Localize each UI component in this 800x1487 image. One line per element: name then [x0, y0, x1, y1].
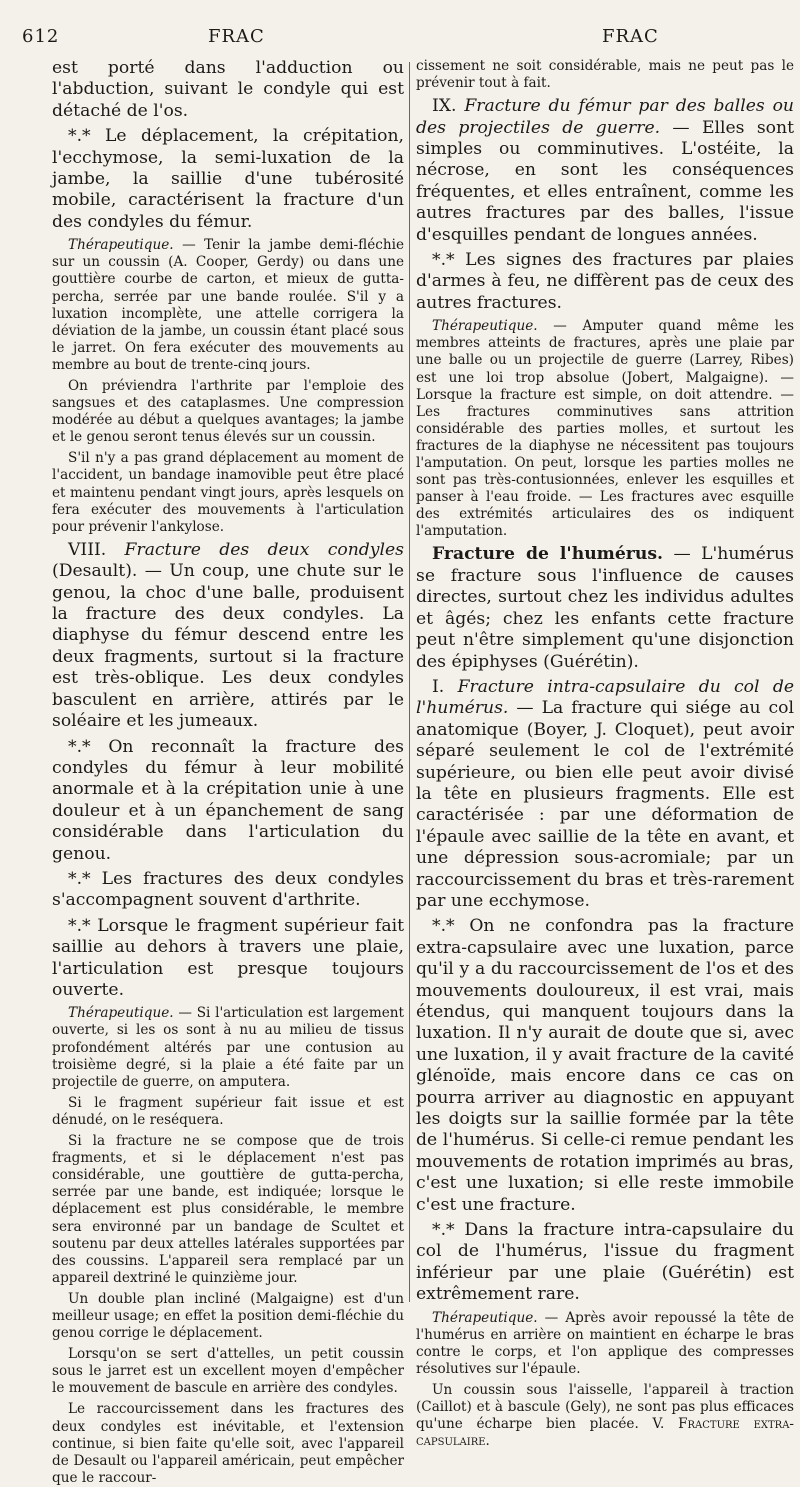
therapeutics-label: Thérapeutique.: [68, 1005, 174, 1022]
section-paragraph: VIII. Fracture des deux condyles (Desault). — Un coup, une chute sur le genou, la choc d'une balle, produisent la fracture des deux condyles. La diaphyse du fémur descend entre les deux fragments, surtout si la fracture est très-oblique. Les deux condyles basculent en arrière, attirés par le soléaire et les jumeaux.: [52, 539, 404, 732]
section-number: I.: [432, 676, 445, 697]
paragraph: *.* Lorsque le fragment supérieur fait saillie au dehors à travers une plaie, l'articulation est presque toujours ouverte.: [52, 915, 404, 1000]
right-column: [416, 58, 795, 1450]
paragraph: *.* On ne confondra pas la fracture extra-capsulaire avec une luxation, parce qu'il y a du raccourcissement de l'os et des mouvements douloureux, il est vrai, mais étendus, qui manquent toujours dans la luxation. Il n'y aurait de doute que si, avec une luxation, il y avait fracture de la cavité glénoïde, mais encore dans ce cas on pourra arriver au diagnostic en appuyant les doigts sur la saillie formée par la tête de l'humérus. Si celle-ci remue pendant les mouvements de rotation imprimés au bras, c'est une luxation; si elle reste immobile c'est une fracture.: [416, 916, 794, 1215]
therapeutics-paragraph: Thérapeutique. — Après avoir repoussé la tête de l'humérus en arrière on maintient en écharpe le bras contre le corps, et l'on applique des compresses résolutives sur l'épaule.: [416, 1309, 794, 1377]
left-column: [52, 58, 404, 1486]
paragraph: *.* Le déplacement, la crépitation, l'ecchymose, la semi-luxation de la jambe, la saillie d'une tubérosité mobile, caractérisent la fracture d'un des condyles du fémur.: [52, 126, 404, 232]
paragraph: *.* Les signes des fractures par plaies d'armes à feu, ne diffèrent pas de ceux des autres fractures.: [416, 250, 794, 313]
running-head-right: FRAC: [602, 26, 659, 47]
cross-reference: Fracture extra-capsulaire.: [416, 1416, 795, 1450]
running-head-left: FRAC: [208, 26, 265, 47]
section-number: VIII.: [68, 539, 107, 560]
section-title: Fracture du fémur par des balles ou des projectiles de guerre.: [416, 96, 794, 138]
therapeutics-label: Thérapeutique.: [432, 318, 538, 335]
paragraph: est porté dans l'adduction ou l'abduction, suivant le condyle qui est détaché de l'os.: [52, 58, 404, 121]
therapeutics-label: Thérapeutique.: [68, 237, 174, 254]
paragraph: Le raccourcissement dans les fractures des deux condyles est inévitable, et l'extension continue, si bien faite qu'elle soit, avec l'appareil de Desault ou l'appareil américain, peut empêcher que le raccour-: [52, 1401, 404, 1486]
paragraph: Si le fragment supérieur fait issue et est dénudé, on le reséquera.: [52, 1094, 404, 1128]
therapeutics-paragraph: Thérapeutique. — Amputer quand même les membres atteints de fractures, après une plaie par une balle ou un projectile de guerre (Larrey, Ribes) est une loi trop absolue (Jobert, Malgaigne). — Lorsque la fracture est simple, on doit attendre. — Les fractures comminutives sans attrition considérable des parties molles, et surtout les fractures de la diaphyse ne nécessitent pas toujours l'amputation. On peut, lorsque les parties molles ne sont pas très-contusionnées, enlever les esquilles et panser à l'eau froide. — Les fractures avec esquille des extrémités articulaires des os indiquent l'amputation.: [416, 318, 794, 540]
paragraph: cissement ne soit considérable, mais ne peut pas le prévenir tout à fait.: [416, 58, 794, 92]
section-paragraph: IX. Fracture du fémur par des balles ou des projectiles de guerre. — Elles sont simples ou comminutives. L'ostéite, la nécrose, en sont les conséquences fréquentes, et elles entraînent, comme les autres fractures par des balles, l'issue d'esquilles pendant de longues années.: [416, 96, 794, 245]
page-header: [22, 20, 778, 52]
paragraph: *.* Dans la fracture intra-capsulaire du col de l'humérus, l'issue du fragment inférieur par une plaie (Guérétin) est extrêmement rare.: [416, 1220, 794, 1305]
paragraph: Lorsqu'on se sert d'attelles, un petit coussin sous le jarret est un excellent moyen d'empêcher le mouvement de bascule en arrière des condyles.: [52, 1346, 404, 1397]
paragraph: Un coussin sous l'aisselle, l'appareil à traction (Caillot) et à bascule (Gely), ne sont pas plus efficaces qu'une écharpe bien placée. V. Fracture extra-capsulaire.: [416, 1382, 795, 1450]
section-number: IX.: [432, 96, 457, 117]
paragraph: *.* On reconnaît la fracture des condyles du fémur à leur mobilité anormale et à la crépitation unie à une douleur et à un épanchement de sang considérable dans l'articulation du genou.: [52, 736, 404, 864]
section-paragraph: I. Fracture intra-capsulaire du col de l'humérus. — La fracture qui siége au col anatomique (Boyer, J. Cloquet), peut avoir séparé seulement le col de l'extrémité supérieure, ou bien elle peut avoir divisé la tête en plusieurs fragments. Elle est caractérisée : par une déformation de l'épaule avec saillie de la tête en avant, et une dépression sous-acromiale; par un raccourcissement du bras et très-rarement par une ecchymose.: [416, 676, 795, 911]
paragraph: On préviendra l'arthrite par l'emploie des sangsues et des cataplasmes. Une compression modérée au début a quelques avantages; la jambe et le genou seront tenus élevés sur un coussin.: [52, 378, 404, 446]
therapeutics-paragraph: Thérapeutique. — Si l'articulation est largement ouverte, si les os sont à nu au milieu de tissus profondément altérés par une contusion au troisième degré, si la plaie a été faite par un projectile de guerre, on amputera.: [52, 1005, 404, 1090]
section-title: Fracture intra-capsulaire du col de l'humérus.: [416, 676, 795, 719]
therapeutics-paragraph: Thérapeutique. — Tenir la jambe demi-fléchie sur un coussin (A. Cooper, Gerdy) ou dans une gouttière courbe de carton, et mieux de gutta-percha, serrée par une bande roulée. S'il y a luxation incomplète, une attelle corrigera la déviation de la jambe, un coussin étant placé sous le jarret. On fera exécuter des mouvements au membre au bout de trente-cinq jours.: [52, 237, 404, 373]
page-number: 612: [22, 26, 60, 47]
paragraph: Si la fracture ne se compose que de trois fragments, et si le déplacement n'est pas considérable, une gouttière de gutta-percha, serrée par une bande, est indiquée; lorsque le déplacement est plus considérable, le membre sera environné par un bandage de Scultet et soutenu par deux attelles latérales supportées par des coussins. L'appareil sera remplacé par un appareil dextriné le quinzième jour.: [52, 1133, 404, 1286]
column-divider: [409, 62, 410, 1302]
paragraph: Un double plan incliné (Malgaigne) est d'un meilleur usage; en effet la position demi-fléchie du genou corrige le déplacement.: [52, 1290, 404, 1342]
paragraph: S'il n'y a pas grand déplacement au moment de l'accident, un bandage inamovible peut être placé et maintenu pendant vingt jours, après lesquels on fera exécuter des mouvements à l'articulation pour prévenir l'ankylose.: [52, 450, 404, 535]
section-title: Fracture de l'humérus.: [432, 544, 664, 565]
therapeutics-label: Thérapeutique.: [432, 1309, 538, 1326]
section-title: Fracture des deux condyles: [124, 539, 404, 560]
paragraph: *.* Les fractures des deux condyles s'accompagnent souvent d'arthrite.: [52, 868, 404, 911]
section-paragraph: Fracture de l'humérus. — L'humérus se fracture sous l'influence de causes directes, surtout chez les individus adultes et âgés; chez les enfants cette fracture peut n'être simplement qu'une disjonction des épiphyses (Guérétin).: [416, 544, 794, 672]
